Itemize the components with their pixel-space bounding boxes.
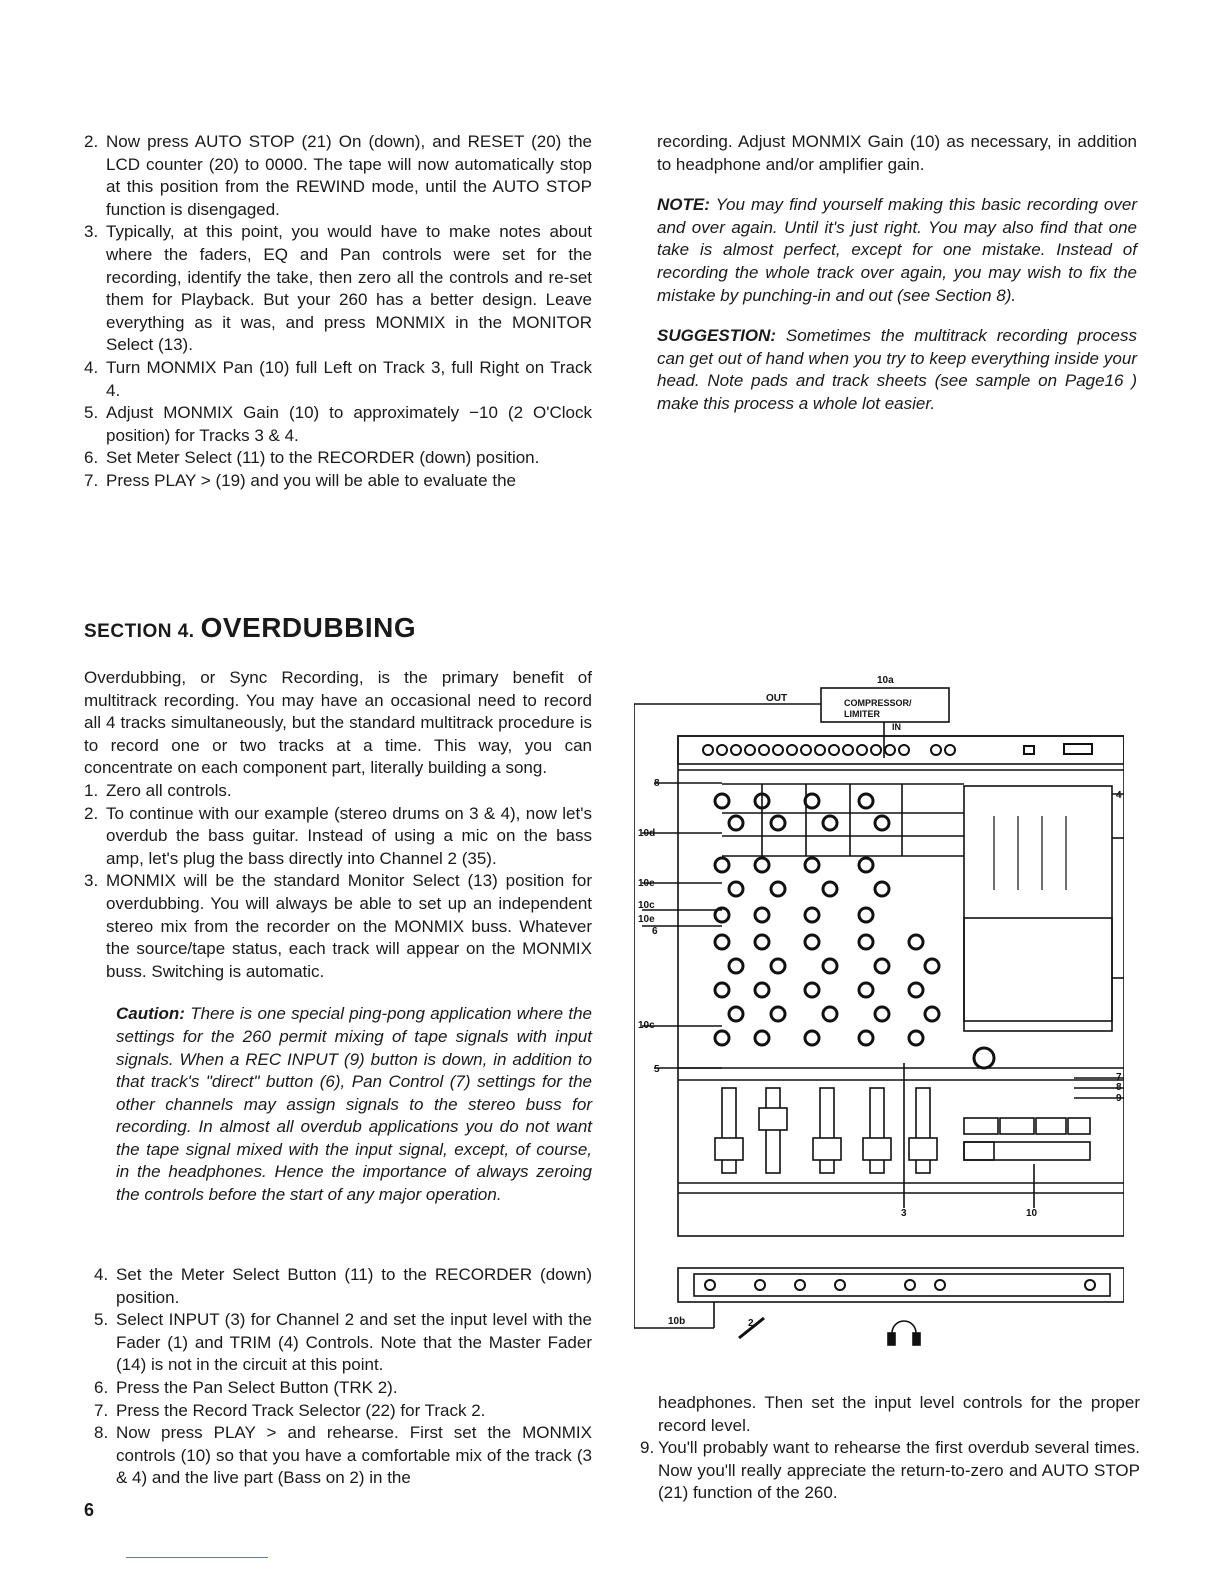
mixer-body [678,736,1124,1236]
label-10a: 10a [877,675,894,686]
rear-panel [678,1268,1124,1302]
caution-label: Caution: [116,1004,185,1024]
step-number: 3. [84,222,99,242]
list-item [84,1377,592,1400]
step-text: Press the Record Track Selector (22) for Track 2. [116,1400,486,1420]
suggestion-text: Sometimes the multitrack recording process can get out of hand when you try to keep everything inside your head. Note pads and track sheets (see sample on Page16 ) make this process a whole lot easier. [657,326,1137,413]
label-4: 4 [1116,790,1122,801]
section-body [84,667,592,1207]
label-2: 2 [748,1318,754,1329]
list-item [84,803,592,871]
top-left-steps [84,131,592,493]
section-heading [84,612,416,644]
label-10b: 10b [668,1316,686,1327]
step-text: Turn MONMIX Pan (10) full Left on Track 3, full Right on Track 4. [106,357,592,400]
step-number: 1. [84,780,99,800]
mixer-diagram [634,668,1124,1353]
top-left-column [84,131,592,493]
step-number: 8. [94,1423,109,1443]
step-number: 7. [94,1400,109,1420]
label-10d: 10d [638,828,656,839]
caution-paragraph [116,1003,592,1206]
bottom-right-column [640,1392,1140,1505]
bottom-right-steps [640,1437,1140,1505]
list-item [84,402,592,447]
bottom-left-steps [84,1264,592,1490]
step-text: Select INPUT (3) for Channel 2 and set the input level with the Fader (1) and TRIM (4) Controls. Note that the Master Fader (14) is not in the circuit at this point. [116,1310,592,1375]
list-item [84,1422,592,1490]
level-meters [994,816,1066,890]
label-10e: 10e [638,914,655,925]
label-3: 3 [901,1208,907,1219]
step-text: Set the Meter Select Button (11) to the RECORDER (down) position. [116,1265,592,1307]
list-item [84,870,592,983]
label-10c: 10c [638,1020,655,1031]
section-title: OVERDUBBING [200,612,417,643]
label-in: IN [892,722,901,732]
step-number: 2. [84,132,99,151]
label-5: 5 [654,1064,660,1075]
label-compressor: COMPRESSOR/ [844,698,912,708]
caution-text: There is one special ping-pong application where the settings for the 260 permit mixing of tape signals with input signals. When a REC INPUT (9) button is down, in addition to that track's "direct" button (6), Pan Control (7) settings for the other channels may assign signals to the stereo buss for recording. In almost all overdub applications you do not want the tape signal mixed with the input signal, except, of course, in the headphones. Hence the importance of always zeroing the controls before the start of any major operation. [116,1004,592,1205]
step-number: 6. [94,1377,109,1397]
label-10c: 10c [638,900,655,911]
step-number: 9. [640,1438,655,1458]
list-item [84,221,592,357]
label-10: 10 [1026,1208,1038,1219]
step-number: 4. [94,1265,109,1284]
label-10e: 10e [638,878,655,889]
step-text: You'll probably want to rehearse the first overdub several times. Now you'll really appreciate the return-to-zero and AUTO STOP (21) function of the 260. [658,1438,1140,1503]
mixer-diagram-svg [634,668,1124,1353]
step-number: 7. [84,470,99,490]
label-6: 6 [652,926,658,937]
footer-rule [126,1557,268,1558]
section-label: SECTION 4. [84,621,195,642]
knob-grid [715,794,994,1068]
step-number: 5. [84,403,99,423]
intro-paragraph: Overdubbing, or Sync Recording, is the primary benefit of multitrack recording. You may have an occasional need to record all 4 tracks simultaneously, but the standard multitrack procedure is to record one or two tracks at a time. This way, you can concentrate on each component part, literally building a song. [84,668,592,778]
suggestion-paragraph [657,325,1137,415]
step-number: 6. [84,448,99,468]
suggestion-label: SUGGESTION: [657,326,777,346]
step-text: Set Meter Select (11) to the RECORDER (down) position. [106,448,540,468]
note-paragraph [657,194,1137,307]
top-right-column [657,131,1137,434]
label-out: OUT [766,693,788,704]
step-number: 4. [84,357,99,377]
list-item [84,780,592,803]
list-item [84,357,592,402]
list-item [84,447,592,470]
step-text: MONMIX will be the standard Monitor Select (13) position for overdubbing. You will always be able to set up an independent stereo mix from the recorder on the MONMIX buss. Whatever the source/tape status, each track will appear on the MONMIX buss. Switching is automatic. [106,871,592,981]
step-text: Press the Pan Select Button (TRK 2). [116,1377,398,1397]
step-text: To continue with our example (stereo drums on 3 & 4), now let's overdub the bass guitar. Instead of using a mic on the bass amp, let's plug the bass directly into Channel 2 (35). [106,803,592,868]
continuation-paragraph: recording. Adjust MONMIX Gain (10) as necessary, in addition to headphone and/or amplifier gain. [657,132,1137,174]
note-text: You may find yourself making this basic recording over and over again. Until it's just right. You may also find that one take is almost perfect, except for one mistake. Instead of recording the whole track over again, you may wish to fix the mistake by punching-in and out (see Section 8). [657,195,1138,305]
label-8: 8 [1116,1082,1122,1093]
list-item [84,1400,592,1423]
label-9: 9 [1116,1093,1122,1104]
bottom-left-column [84,1264,592,1490]
step-number: 2. [84,803,99,823]
step-text: Press PLAY > (19) and you will be able to evaluate the [106,470,516,490]
note-label: NOTE: [657,195,710,215]
step-text: Now press AUTO STOP (21) On (down), and RESET (20) the LCD counter (20) to 0000. The tape will now automatically stop at this position from the REWIND mode, until the AUTO STOP function is disengaged. [106,132,592,219]
meter-section [964,786,1112,1031]
step-text: Zero all controls. [106,780,232,800]
list-item [84,470,592,493]
list-item [640,1437,1140,1505]
diagram-labels [638,675,1122,1329]
list-item [84,1309,592,1377]
label-7: 7 [1116,1072,1122,1083]
list-item [84,131,592,221]
label-8: 8 [654,778,660,789]
page-number: 6 [84,1500,95,1520]
step-text: Adjust MONMIX Gain (10) to approximately −10 (2 O'Clock position) for Tracks 3 & 4. [106,403,592,445]
step-number: 5. [94,1310,109,1330]
step-text: Now press PLAY > and rehearse. First set the MONMIX controls (10) so that you have a comfortable mix of the track (3 & 4) and the live part (Bass on 2) in the [116,1423,592,1488]
label-limiter: LIMITER [844,709,880,719]
step-text: Typically, at this point, you would have to make notes about where the faders, EQ and Pan controls were set for the recording, identify the take, then zero all the controls and re-set them for Playback. But your 260 has a better design. Leave everything as it was, and press MONMIX in the MONITOR Select (13). [106,222,592,355]
section-steps [84,780,592,983]
list-item [84,1264,592,1309]
step-number: 3. [84,871,99,891]
continuation-paragraph: headphones. Then set the input level controls for the proper record level. [658,1393,1140,1435]
